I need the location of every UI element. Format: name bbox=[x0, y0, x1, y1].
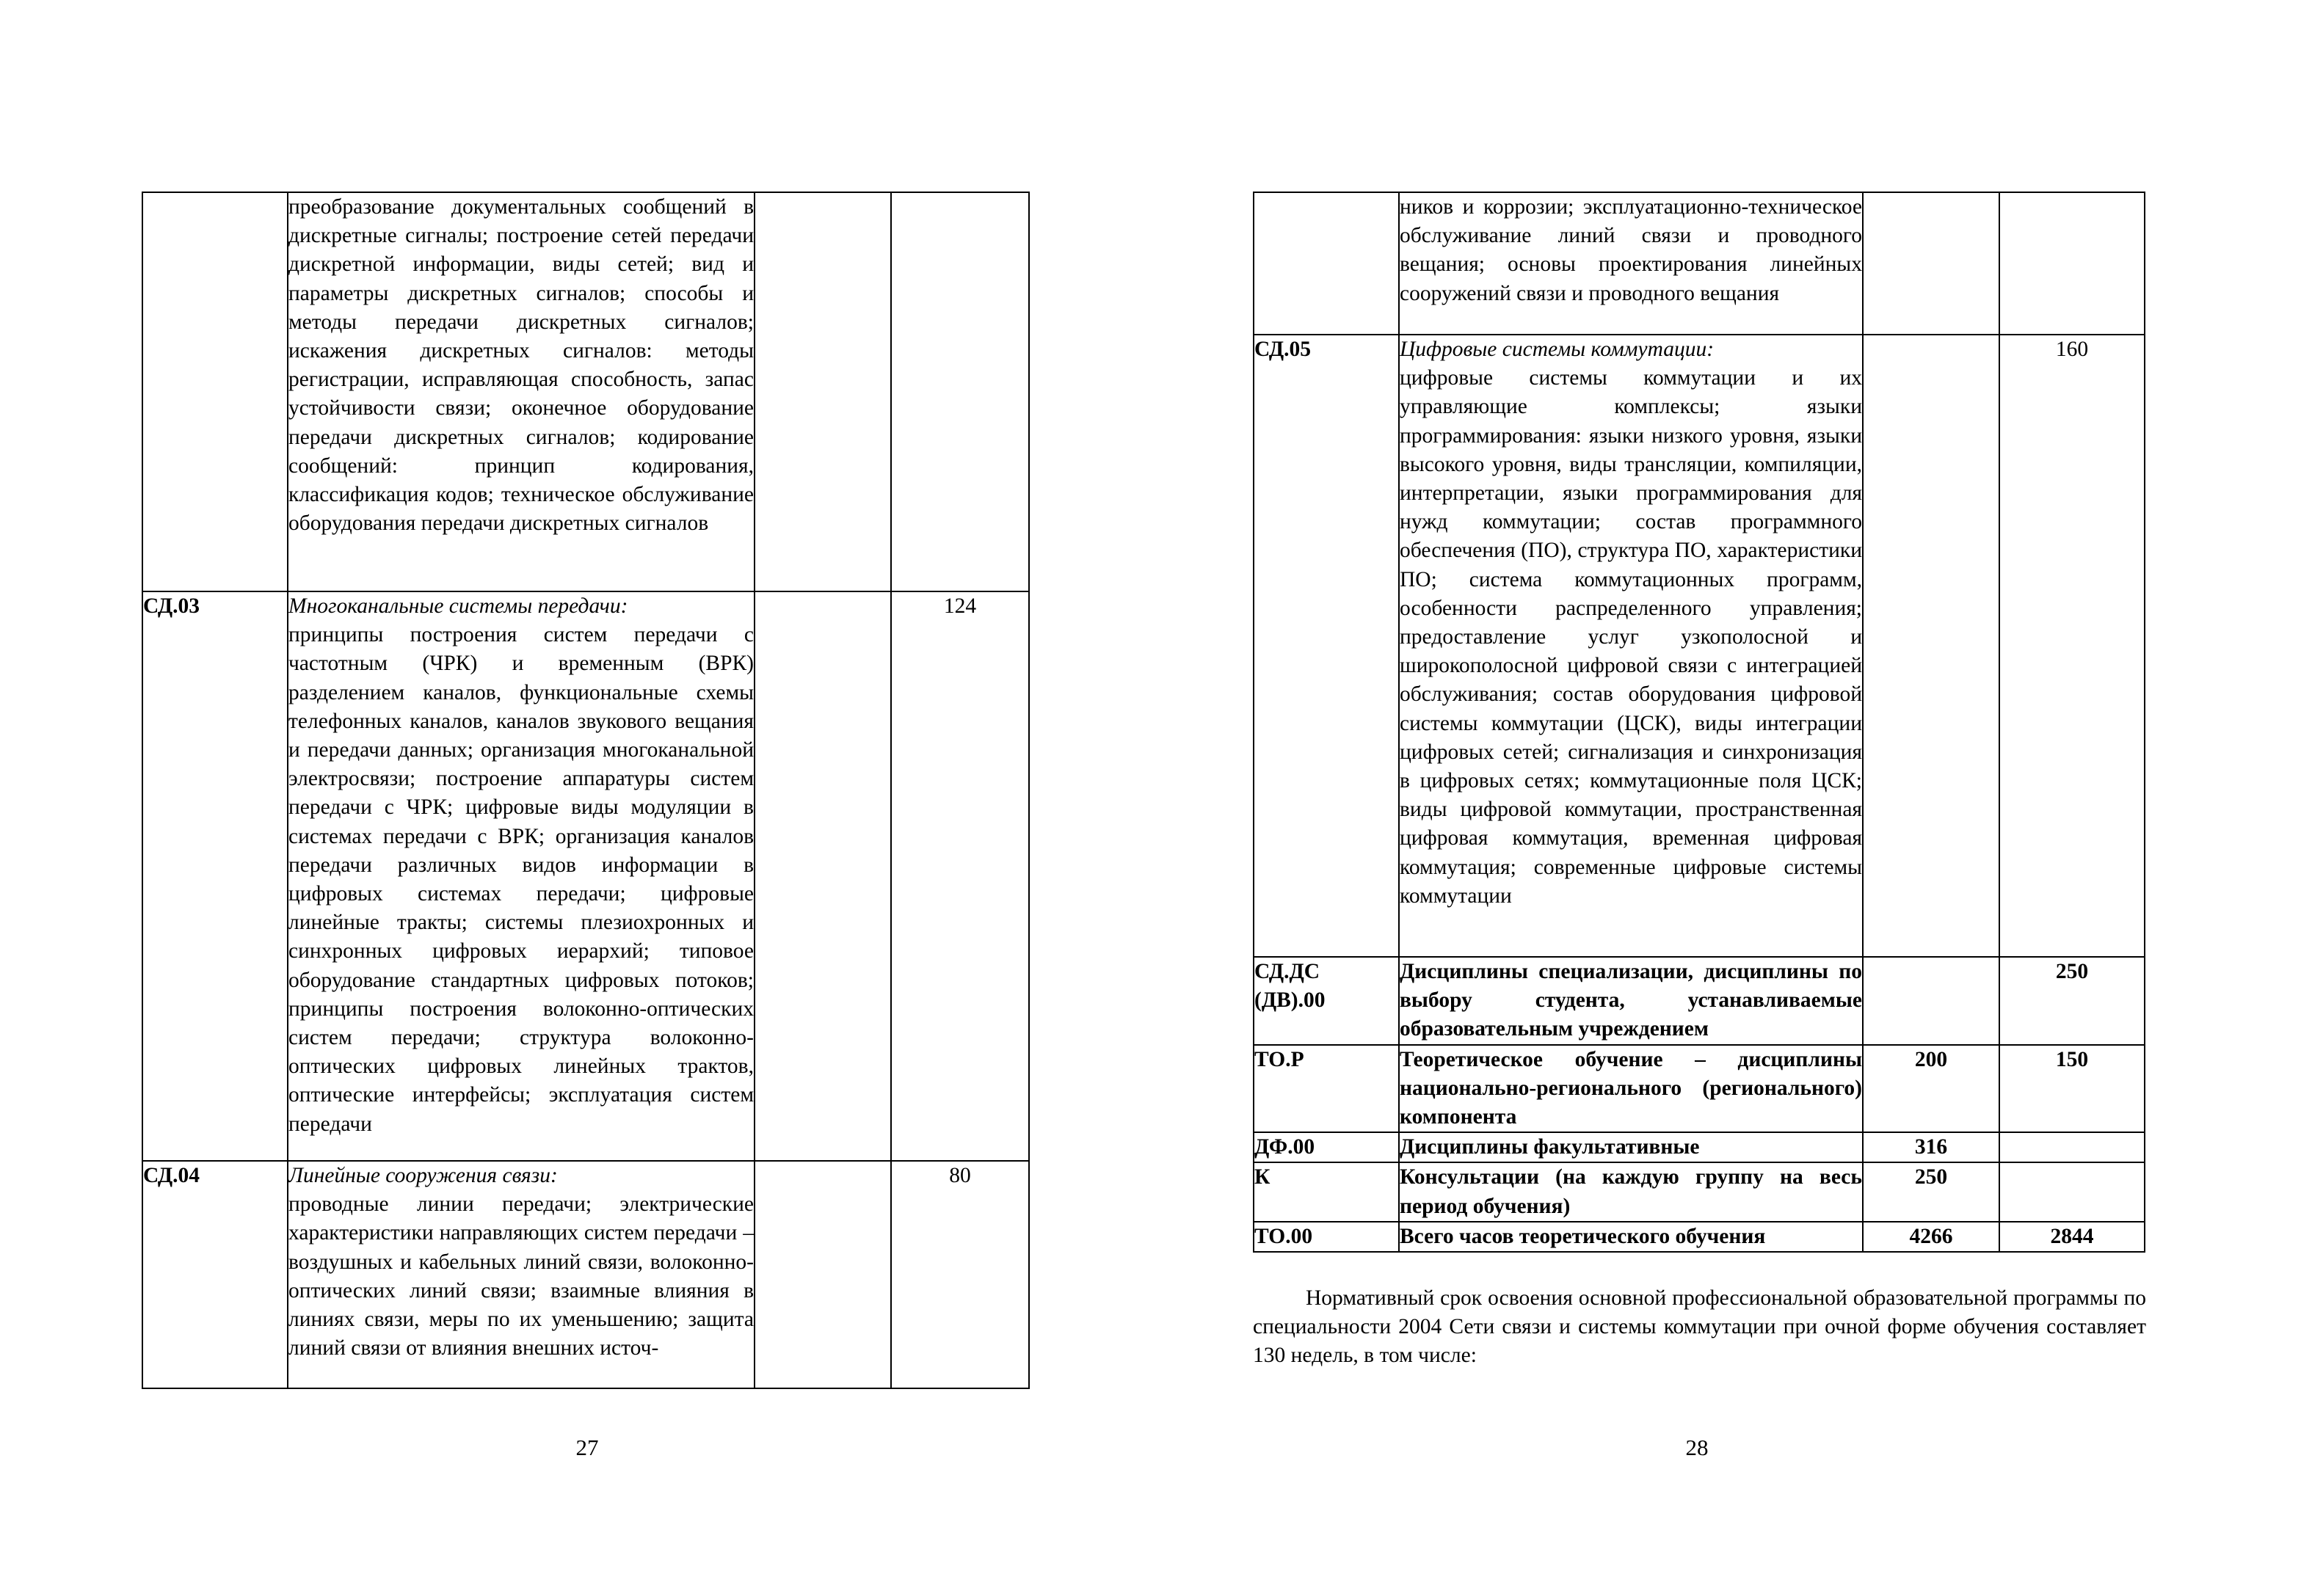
discipline-description: Дисциплины специализации, дисциплины по выбору студента, устанавливаемые образовательным учреждением bbox=[1399, 957, 1863, 1045]
discipline-description bbox=[288, 591, 755, 1161]
hours-max: 4266 bbox=[1863, 1222, 1999, 1252]
table-row bbox=[1254, 1222, 2145, 1252]
page-28 bbox=[1156, 0, 2312, 1596]
discipline-description: Теоретическое обучение – дисциплины национально-регионального (регионального) компонента bbox=[1399, 1045, 1863, 1133]
discipline-description: Дисциплины факультативные bbox=[1399, 1132, 1863, 1162]
table-row bbox=[142, 1161, 1029, 1388]
hours-max bbox=[755, 1161, 891, 1388]
discipline-code: СД.03 bbox=[142, 591, 288, 1161]
hours-required: 2844 bbox=[1999, 1222, 2145, 1252]
table-row bbox=[1254, 1132, 2145, 1162]
hours-max bbox=[755, 192, 891, 591]
discipline-description bbox=[1399, 335, 1863, 957]
table-row bbox=[1254, 957, 2145, 1045]
hours-max bbox=[1863, 192, 1999, 335]
table-row bbox=[1254, 1045, 2145, 1133]
hours-max: 200 bbox=[1863, 1045, 1999, 1133]
discipline-title: Цифровые системы коммутации: bbox=[1400, 338, 1715, 361]
discipline-description-text: проводные линии передачи; электрические характеристики направляющих систем передачи – воздушных и кабельных линий связи, волоконно-оптических линий связи; взаимные влияния в линиях связи, меры по их уменьшению; защита линий связи от влияния внешних источ- bbox=[288, 1192, 754, 1360]
curriculum-table bbox=[1253, 192, 2145, 1253]
discipline-code: ТО.00 bbox=[1254, 1222, 1399, 1252]
hours-max: 250 bbox=[1863, 1162, 1999, 1221]
page-number: 28 bbox=[1685, 1435, 1709, 1460]
hours-required bbox=[1999, 192, 2145, 335]
discipline-description: Консультации (на каждую группу на весь период обучения) bbox=[1399, 1162, 1863, 1221]
hours-required: 250 bbox=[1999, 957, 2145, 1045]
hours-required: 80 bbox=[891, 1161, 1029, 1388]
discipline-description: Всего часов теоретического обучения bbox=[1399, 1222, 1863, 1252]
hours-required bbox=[1999, 1132, 2145, 1162]
discipline-description bbox=[288, 1161, 755, 1388]
page-number: 27 bbox=[575, 1435, 599, 1460]
discipline-description-text: цифровые системы коммутации и их управляющие комплексы; языки программирования: языки низкого уровня, языки высокого уровня, виды трансляции, компиляции, интерпретации, языки программирования для нужд коммутации; состав программного обеспечения (ПО), структура ПО, характеристики ПО; система коммутационных программ, особенности распределенного управления; предоставление услуг узкополосной и широкополосной цифровой связи с интеграцией обслуживания; состав оборудования цифровой системы коммутации (ЦСК), виды интеграции цифровых сетей; сигнализация и синхронизация в цифровых сетях; коммутационные поля ЦСК; виды цифровой коммутации, пространственная цифровая коммутация, временная цифровая коммутация; современные цифровые системы коммутации bbox=[1400, 366, 1862, 908]
hours-required bbox=[891, 192, 1029, 591]
discipline-code: СД.ДС (ДВ).00 bbox=[1254, 957, 1399, 1045]
hours-max bbox=[1863, 957, 1999, 1045]
hours-max bbox=[1863, 335, 1999, 957]
discipline-code: ТО.Р bbox=[1254, 1045, 1399, 1133]
discipline-code bbox=[1254, 192, 1399, 335]
hours-max bbox=[755, 591, 891, 1161]
table-row bbox=[1254, 1162, 2145, 1221]
discipline-code bbox=[142, 192, 288, 591]
discipline-title: Многоканальные системы передачи: bbox=[288, 594, 628, 618]
curriculum-table bbox=[142, 192, 1030, 1389]
discipline-code: СД.04 bbox=[142, 1161, 288, 1388]
hours-required bbox=[1999, 1162, 2145, 1221]
table-row bbox=[1254, 335, 2145, 957]
discipline-title: Линейные сооружения связи: bbox=[288, 1164, 558, 1187]
hours-required: 150 bbox=[1999, 1045, 2145, 1133]
discipline-code: К bbox=[1254, 1162, 1399, 1221]
hours-required: 124 bbox=[891, 591, 1029, 1161]
discipline-code: СД.05 bbox=[1254, 335, 1399, 957]
hours-max: 316 bbox=[1863, 1132, 1999, 1162]
discipline-description-text: принципы построения систем передачи с частотным (ЧРК) и временным (ВРК) разделением каналов, функциональные схемы телефонных каналов, каналов звукового вещания и передачи данных; организация многоканальной электросвязи; построение аппаратуры систем передачи с ЧРК; цифровые виды модуляции в системах передачи с ВРК; организация каналов передачи различных видов информации в цифровых системах передачи; цифровые линейные тракты; системы плезиохронных и синхронных цифровых иерархий; типовое оборудование стандартных цифровых потоков; принципы построения волоконно-оптических систем передачи; структура волоконно-оптических цифровых линейных трактов, оптические интерфейсы; эксплуатация систем передачи bbox=[288, 623, 754, 1136]
normative-term-paragraph: Нормативный срок освоения основной профессиональной образовательной программы по специальности 2004 Сети связи и системы коммутации при очной форме обучения составляет 130 недель, в том числе: bbox=[1253, 1286, 2146, 1368]
table-row bbox=[142, 591, 1029, 1161]
table-row bbox=[1254, 192, 2145, 335]
discipline-description bbox=[288, 192, 755, 591]
discipline-code: ДФ.00 bbox=[1254, 1132, 1399, 1162]
discipline-description-text: преобразование документальных сообщений в дискретные сигналы; построение сетей передачи дискретной информации, виды сетей; вид и параметры дискретных сигналов; способы и методы передачи дискретных сигналов; искажения дискретных сигналов: методы регистрации, исправляющая способность, запас устойчивости связи; оконечное оборудование передачи дискретных сигналов; кодирование сообщений: принцип кодирования, классификация кодов; техническое обслуживание оборудования передачи дискретных сигналов bbox=[288, 195, 754, 536]
discipline-description-text: ников и коррозии; эксплуатационно-техническое обслуживание линий связи и проводного вещания; основы проектирования линейных сооружений связи и проводного вещания bbox=[1400, 195, 1862, 305]
hours-required: 160 bbox=[1999, 335, 2145, 957]
discipline-description bbox=[1399, 192, 1863, 335]
table-row bbox=[142, 192, 1029, 591]
